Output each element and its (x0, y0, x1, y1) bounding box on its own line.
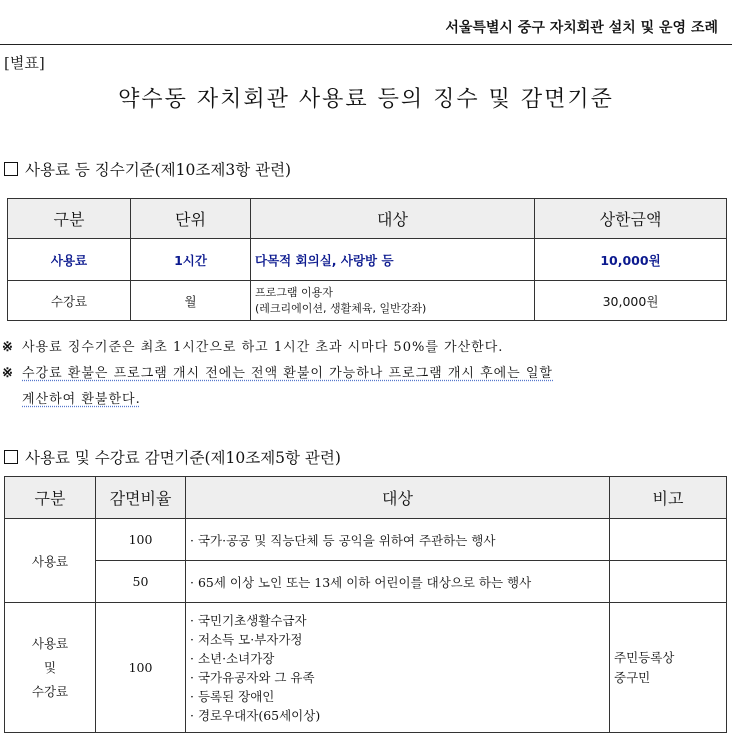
row-category: 수강료 (8, 281, 131, 321)
fee-table (7, 198, 727, 321)
section2-heading (4, 446, 341, 468)
col-rate: 감면비율 (96, 477, 186, 519)
table-row (8, 281, 727, 321)
list-item: · 소년·소녀가장 (190, 649, 605, 668)
checkbox-icon (4, 450, 18, 464)
table-row (8, 239, 727, 281)
col-category: 구분 (8, 199, 131, 239)
note-2-cont (22, 388, 141, 407)
ordinance-title: 서울특별시 중구 자치회관 설치 및 운영 조례 (445, 20, 718, 36)
note-mark: ※ (2, 340, 14, 355)
note-text: 사용료 징수기준은 최초 1시간으로 하고 1시간 초과 시마다 50%를 가산한다. (22, 340, 504, 355)
group2-category-line3: 수강료 (31, 683, 69, 699)
row-remark (610, 603, 727, 733)
note-2 (2, 362, 553, 381)
note-text: 수강료 환불은 프로그램 개시 전에는 전액 환불이 가능하나 프로그램 개시 후에는 일할 (22, 366, 553, 381)
note-1 (2, 336, 503, 355)
note-text: 계산하여 환불한다. (22, 392, 141, 407)
page-title: 약수동 자치회관 사용료 등의 징수 및 감면기준 (118, 87, 614, 112)
row-rate: 100 (96, 603, 186, 733)
col-unit: 단위 (131, 199, 251, 239)
table-row (5, 603, 727, 733)
row-unit: 1시간 (131, 239, 251, 281)
row-amount: 10,000원 (535, 239, 727, 281)
list-item: · 국민기초생활수급자 (190, 611, 605, 630)
table-row (5, 561, 727, 603)
col-remark: 비고 (610, 477, 727, 519)
row-target-main: 프로그램 이용자 (255, 285, 333, 299)
row-unit: 월 (131, 281, 251, 321)
attachment-label: [별표] (4, 54, 45, 72)
row-target (186, 561, 610, 603)
row-target: 다목적 회의실, 사랑방 등 (251, 239, 535, 281)
col-max-amount: 상한금액 (535, 199, 727, 239)
group1-category: 사용료 (5, 519, 96, 603)
row-category: 사용료 (8, 239, 131, 281)
reduction-table (4, 476, 727, 733)
row-remark (610, 519, 727, 561)
row-target-list (186, 603, 610, 733)
list-item: · 국가유공자와 그 유족 (190, 668, 605, 687)
header-divider (0, 44, 732, 45)
section2-heading-text: 사용료 및 수강료 감면기준(제10조제5항 관련) (25, 449, 341, 467)
row-target (186, 519, 610, 561)
row-target-text: · 65세 이상 노인 또는 13세 이하 어린이를 대상으로 하는 행사 (190, 575, 531, 590)
remark-line2: 중구민 (614, 669, 651, 685)
row-rate: 50 (96, 561, 186, 603)
group2-category-line2: 및 (43, 659, 57, 675)
col-target: 대상 (251, 199, 535, 239)
row-target-text: · 국가·공공 및 직능단체 등 공익을 위하여 주관하는 행사 (190, 533, 495, 548)
group2-category-line1: 사용료 (31, 635, 69, 651)
note-mark: ※ (2, 366, 14, 381)
reduction-table-header (5, 477, 727, 519)
checkbox-icon (4, 162, 18, 176)
row-target (251, 281, 535, 321)
row-rate: 100 (96, 519, 186, 561)
remark-line1: 주민등록상 (614, 649, 675, 665)
col-target: 대상 (186, 477, 610, 519)
group2-category (5, 603, 96, 733)
list-item: · 경로우대자(65세이상) (190, 706, 605, 725)
section1-heading (4, 158, 291, 180)
row-target-sub: (레크리에이션, 생활체육, 일반강좌) (255, 301, 427, 315)
row-remark (610, 561, 727, 603)
section1-heading-text: 사용료 등 징수기준(제10조제3항 관련) (25, 161, 292, 179)
list-item: · 등록된 장애인 (190, 687, 605, 706)
col-category: 구분 (5, 477, 96, 519)
fee-table-header (8, 199, 727, 239)
list-item: · 저소득 모·부자가정 (190, 630, 605, 649)
table-row (5, 519, 727, 561)
row-amount: 30,000원 (535, 281, 727, 321)
